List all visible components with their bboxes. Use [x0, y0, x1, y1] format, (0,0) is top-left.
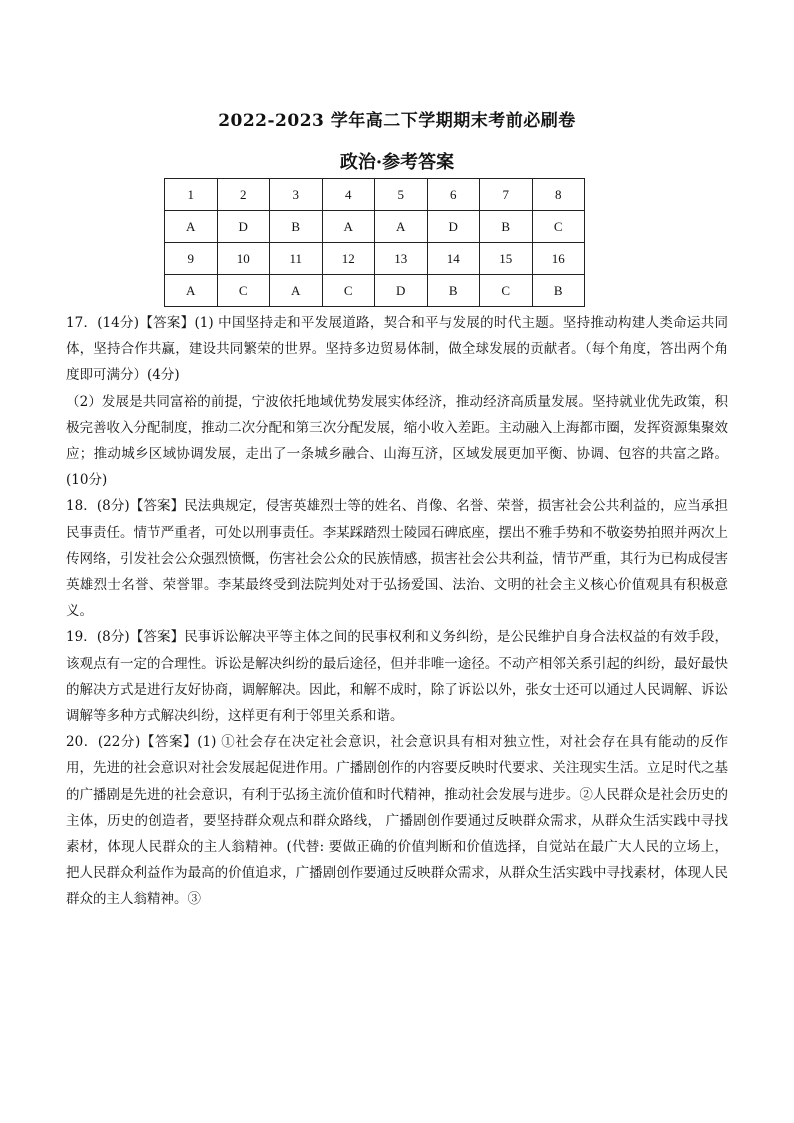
answer-17 [66, 310, 728, 389]
answer-body [66, 310, 728, 913]
answer-20 [66, 729, 728, 912]
table-cell: 2 [217, 179, 270, 211]
table-cell: 16 [532, 243, 585, 275]
answer-heading: 18．(8分)【答案】 [66, 498, 185, 515]
table-cell: C [532, 211, 585, 243]
table-cell: 3 [270, 179, 323, 211]
table-row [165, 211, 585, 243]
table-cell: 9 [165, 243, 218, 275]
table-cell: A [165, 275, 218, 307]
answer-18 [66, 493, 728, 624]
answer-17-part-2: （2）发展是共同富裕的前提，宁波依托地域优势发展实体经济，推动经济高质量发展。坚持就业优先政策，积极完善收入分配制度，推动二次分配和第三次分配发展，缩小收入差距。主动融入上海都市圈，发挥资源集聚效应；推动城乡区域协调发展，走出了一条城乡融合、山海互济，区域发展更加平衡、协调、包容的共富之路。(10分) [66, 393, 728, 489]
table-cell: B [480, 211, 533, 243]
table-cell: B [427, 275, 480, 307]
table-cell: B [532, 275, 585, 307]
table-cell: B [270, 211, 323, 243]
table-row [165, 179, 585, 211]
table-cell: 15 [480, 243, 533, 275]
table-cell: A [165, 211, 218, 243]
answer-key-table [164, 178, 585, 307]
table-cell: C [322, 275, 375, 307]
table-cell: C [480, 275, 533, 307]
answer-heading: 19．(8分)【答案】 [66, 629, 185, 646]
table-cell: A [322, 211, 375, 243]
table-cell: C [217, 275, 270, 307]
table-cell: 11 [270, 243, 323, 275]
table-cell: A [375, 211, 428, 243]
table-cell: A [270, 275, 323, 307]
table-cell: 14 [427, 243, 480, 275]
table-cell: D [217, 211, 270, 243]
answer-text: (1) ①社会存在决定社会意识，社会意识具有相对独立性，对社会存在具有能动的反作用，先进的社会意识对社会发展起促进作用。广播剧创作的内容要反映时代要求、关注现实生活。立足时代之基的广播剧是先进的社会意识，有利于弘扬主流价值和时代精神，推动社会发展与进步。②人民群众是社会历史的主体，历史的创造者，要坚持群众观点和群众路线， 广播剧创作要通过反映群众需求，从群众生活实践中寻找素材，体现人民群众的主人翁精神。(代替: 要做正确的价值判断和价值选择，自觉站在最广大人民的立场上， 把人民群众利益作为最高的价值追求，广播剧创作要通过反映群众需求，从群众生活实践中寻找素材，体现人民群众的主人翁精神。③ [66, 734, 728, 908]
table-cell: 4 [322, 179, 375, 211]
table-cell: D [375, 275, 428, 307]
table-cell: 6 [427, 179, 480, 211]
answer-heading: 20．(22分)【答案】 [66, 734, 198, 751]
table-cell: D [427, 211, 480, 243]
table-cell: 8 [532, 179, 585, 211]
answer-text: (1) 中国坚持走和平发展道路，契合和平与发展的时代主题。坚持推动构建人类命运共同体，坚持合作共赢，建设共同繁荣的世界。坚持多边贸易体制，做全球发展的贡献者。（每个角度，答出两个角度即可满分）(4分) [66, 315, 729, 384]
table-row [165, 275, 585, 307]
document-subtitle: 政治·参考答案 [339, 152, 455, 173]
answer-text: 民事诉讼解决平等主体之间的民事权利和义务纠纷，是公民维护自身合法权益的有效手段，该观点有一定的合理性。诉讼是解决纠纷的最后途径，但并非唯一途径。不动产相邻关系引起的纠纷，最好最快的解决方式是进行友好协商，调解解决。因此，和解不成时，除了诉讼以外，张女士还可以通过人民调解、诉讼调解等多种方式解决纠纷，这样更有利于邻里关系和谐。 [66, 629, 728, 725]
answer-text: 民法典规定，侵害英雄烈士等的姓名、肖像、名誉、荣誉，损害社会公共利益的，应当承担民事责任。情节严重者，可处以刑事责任。李某踩踏烈士陵园石碑底座，摆出不雅手势和不敬姿势拍照并两次上传网络，引发社会公众强烈愤慨，伤害社会公众的民族情感，损害社会公共利益，情节严重，其行为已构成侵害英雄烈士名誉、荣誉罪。李某最终受到法院判处对于弘扬爱国、法治、文明的社会主义核心价值观具有积极意义。 [66, 498, 728, 620]
table-cell: 5 [375, 179, 428, 211]
table-row [165, 243, 585, 275]
table-cell: 1 [165, 179, 218, 211]
table-cell: 12 [322, 243, 375, 275]
table-cell: 7 [480, 179, 533, 211]
answer-heading: 17．(14分)【答案】 [66, 315, 195, 331]
answer-19 [66, 624, 728, 729]
table-cell: 10 [217, 243, 270, 275]
table-cell: 13 [375, 243, 428, 275]
document-title: 2022-2023 学年高二下学期期末考前必刷卷 [218, 111, 576, 131]
